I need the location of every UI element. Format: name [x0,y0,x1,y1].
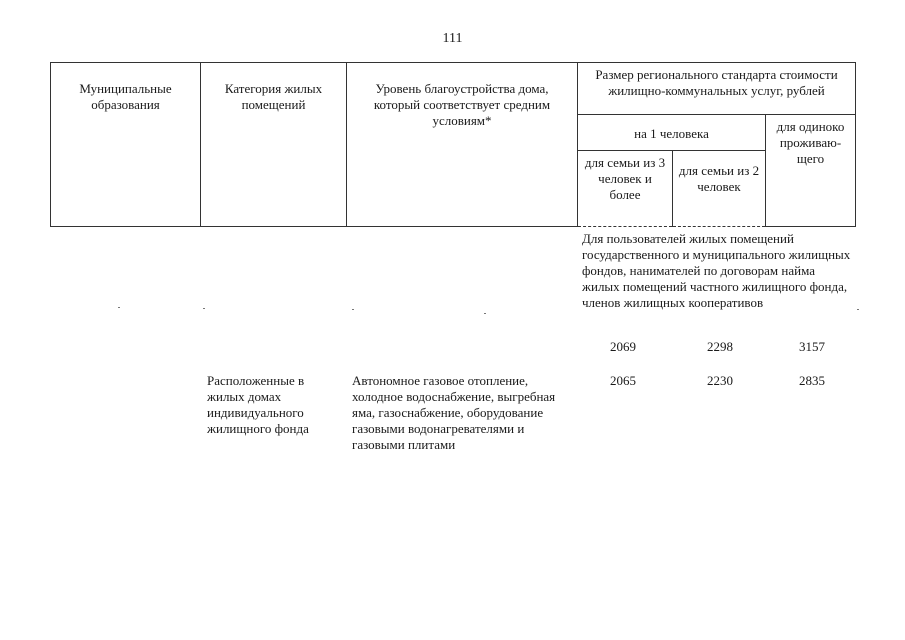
header-family3-label: для семьи из 3 человек и более [584,155,666,202]
scan-speck [352,309,354,310]
header-category [201,63,347,227]
row2-level: Автономное газовое отопление, холодное водоснабжение, выгребная яма, газоснабжение, оборудование газовыми водонагревателями и газовыми плитами [352,373,556,452]
header-level [347,63,578,227]
header-single [766,115,856,227]
header-family3 [578,151,673,227]
header-municipal [51,63,201,227]
scan-speck [484,313,486,314]
scan-speck [118,307,120,308]
row1-single-value: 3157 [799,339,825,354]
header-standard [578,63,856,115]
row2-category: Расположенные в жилых домах индивидуального жилищного фонда [207,373,309,436]
header-level-label: Уровень благоустройства дома, который соответствует средним условиям* [373,81,551,128]
header-single-label: для одиноко проживаю- щего [776,119,845,166]
row2-family2-value: 2230 [707,373,733,388]
page-number: 111 [442,31,463,46]
scan-speck [857,309,859,310]
header-municipal-label: Муниципальные образования [79,81,172,112]
header-standard-label: Размер регионального стандарта стоимости жилищно-коммунальных услуг, рублей [595,67,838,98]
row1-family2-value: 2298 [707,339,733,354]
header-family2-label: для семьи из 2 человек [678,163,760,194]
row2-family3-value: 2065 [610,373,636,388]
row1-family3-value: 2069 [610,339,636,354]
scan-speck [203,308,205,309]
header-per-person-label: на 1 человека [634,125,709,141]
header-family2 [673,151,766,227]
header-category-label: Категория жилых помещений [224,81,323,112]
row2-single-value: 2835 [799,373,825,388]
header-table [50,62,856,227]
header-per-person [578,115,766,151]
section-note: Для пользователей жилых помещений государственного и муниципального жилищных фондов, нанимателей по договорам найма жилых помещений частного жилищного фонда, членов жилищных кооперативов [582,231,851,310]
